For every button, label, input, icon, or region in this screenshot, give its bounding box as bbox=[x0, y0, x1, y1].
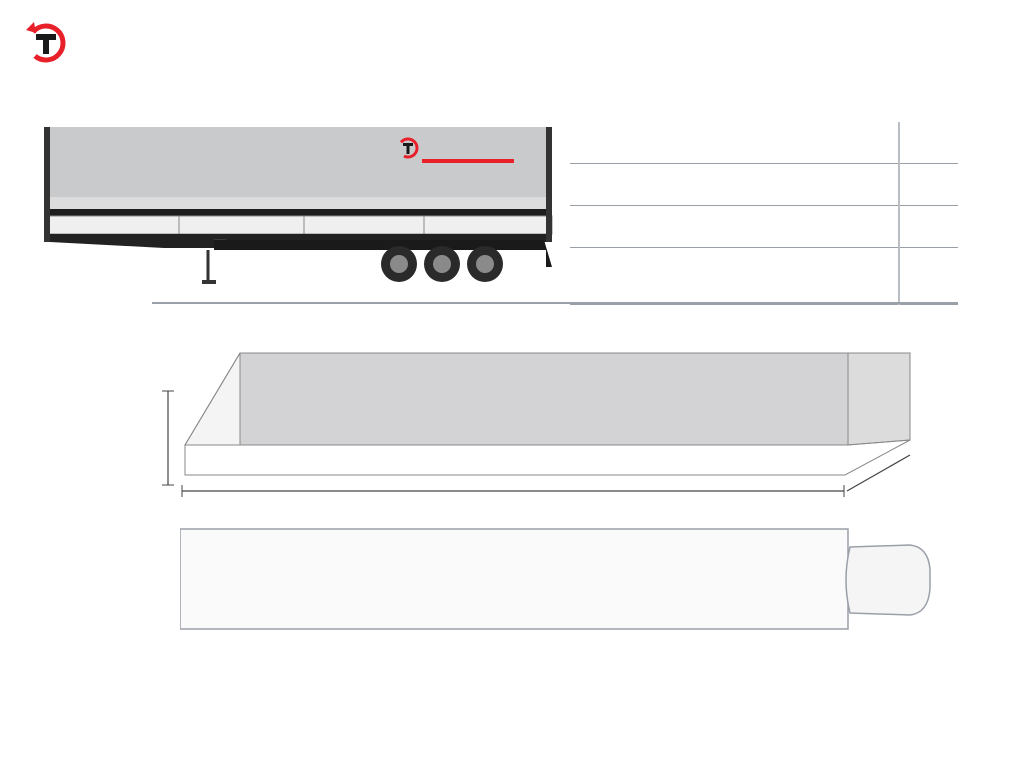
spec-value bbox=[899, 206, 958, 248]
transcom-logo-icon bbox=[24, 20, 68, 64]
spec-row-width bbox=[570, 164, 958, 206]
spec-label bbox=[570, 122, 899, 164]
spec-row-length bbox=[570, 206, 958, 248]
spec-label bbox=[570, 248, 899, 305]
cargo-space-diagram bbox=[140, 325, 920, 515]
spec-label bbox=[570, 164, 899, 206]
truck-cab-icon bbox=[846, 545, 930, 615]
spec-label bbox=[570, 206, 899, 248]
specs-table bbox=[570, 122, 958, 305]
divider-line bbox=[152, 302, 958, 304]
spec-value bbox=[899, 248, 958, 305]
trailer-illustration bbox=[44, 122, 559, 294]
spec-value bbox=[899, 122, 958, 164]
pallet-layout-diagram bbox=[180, 527, 932, 633]
spec-value bbox=[899, 164, 958, 206]
spec-row-height bbox=[570, 122, 958, 164]
transcom-logo bbox=[24, 20, 74, 64]
trailer-wheels bbox=[381, 246, 503, 282]
spec-row-pallets bbox=[570, 248, 958, 305]
